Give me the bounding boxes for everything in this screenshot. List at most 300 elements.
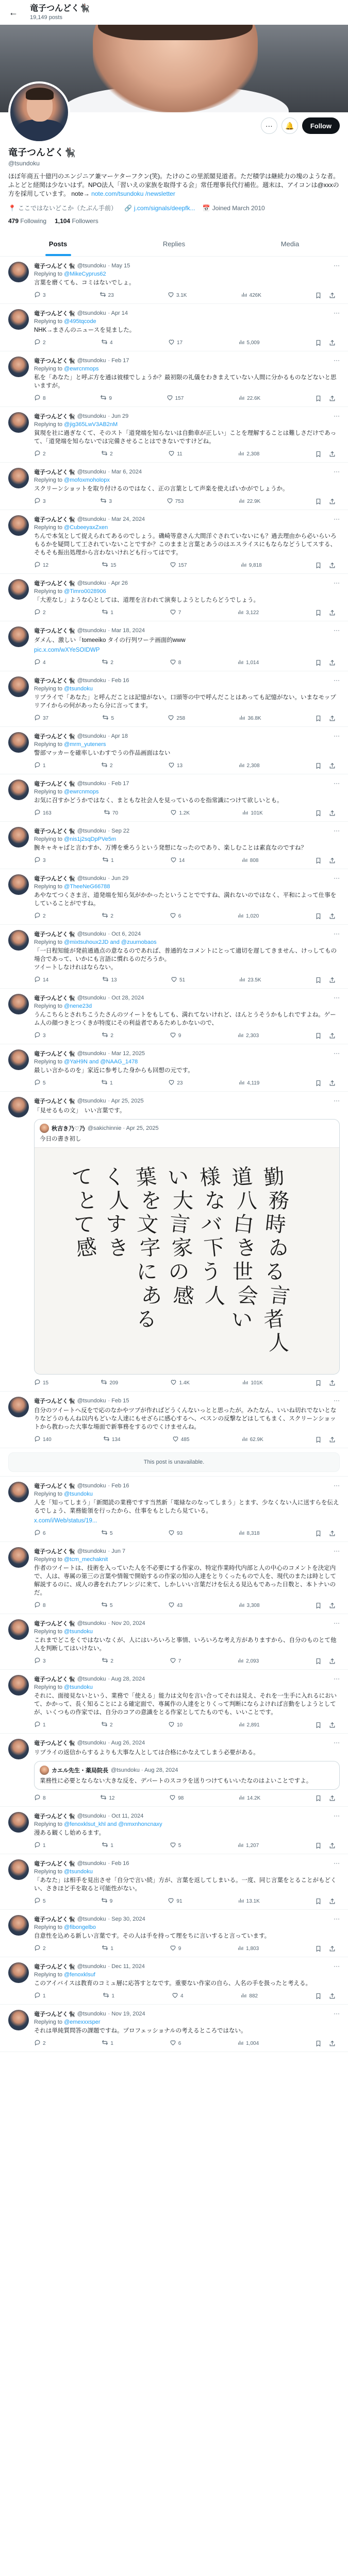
views-action[interactable] [237, 1657, 259, 1665]
reply-action[interactable] [34, 809, 52, 817]
share-icon[interactable] [329, 1944, 336, 1953]
tweet-more-icon[interactable]: ··· [334, 515, 340, 522]
repost-action[interactable] [102, 608, 113, 617]
share-icon[interactable] [329, 2039, 336, 2047]
tweet-more-icon[interactable]: ··· [334, 874, 340, 882]
views-action[interactable] [241, 291, 261, 299]
like-action[interactable] [170, 856, 185, 865]
views-action[interactable] [237, 608, 259, 617]
bookmark-icon[interactable] [315, 561, 322, 569]
tweet-more-icon[interactable]: ··· [334, 1962, 340, 1970]
views-action[interactable] [237, 658, 259, 667]
tweet-author-name[interactable]: 竜子つんどく🐈‍⬛ [34, 931, 75, 938]
website-text[interactable]: j.com/signals/deepfk... [134, 204, 195, 212]
tweet[interactable] [0, 822, 348, 869]
repost-action[interactable] [101, 1379, 118, 1387]
reply-mention[interactable]: @TheeNeG66788 [64, 884, 110, 890]
following-link[interactable] [8, 217, 46, 225]
tweet-date[interactable]: · Sep 30, 2024 [108, 1916, 145, 1922]
bookmark-icon[interactable] [315, 291, 322, 299]
share-icon[interactable] [329, 1379, 336, 1387]
bookmark-icon[interactable] [315, 714, 322, 722]
like-action[interactable] [170, 1379, 190, 1387]
tweet-avatar[interactable] [8, 1675, 29, 1696]
reply-mention[interactable]: @YaH9N and @NAAG_1478 [64, 1059, 138, 1065]
bookmark-icon[interactable] [315, 497, 322, 505]
repost-action[interactable] [102, 658, 113, 667]
tweet[interactable] [0, 1542, 348, 1614]
tweet-more-icon[interactable]: ··· [334, 1812, 340, 1819]
tweet-avatar[interactable] [8, 874, 29, 895]
views-action[interactable] [241, 1435, 263, 1444]
like-action[interactable] [170, 561, 187, 569]
bookmark-icon[interactable] [315, 1079, 322, 1087]
tweet-more-icon[interactable]: ··· [334, 930, 340, 937]
tweet-avatar[interactable] [8, 309, 29, 330]
tweet-author-name[interactable]: 竜子つんどく🐈‍⬛ [34, 1814, 75, 1820]
reply-mention[interactable]: @tsundoku [64, 686, 93, 692]
reply-action[interactable] [34, 1435, 52, 1444]
share-icon[interactable] [329, 608, 336, 617]
tweet[interactable] [0, 1044, 348, 1092]
views-action[interactable] [238, 1794, 260, 1802]
notification-bell-icon[interactable]: 🔔 [281, 117, 298, 134]
tweet-author-name[interactable]: 竜子つんどく🐈‍⬛ [34, 1398, 75, 1404]
tweet-date[interactable]: · Apr 25, 2025 [108, 1098, 144, 1104]
repost-action[interactable] [101, 338, 113, 347]
share-icon[interactable] [329, 1529, 336, 1537]
reply-mention[interactable]: @Timro0028906 [64, 588, 106, 595]
like-action[interactable] [170, 809, 190, 817]
bookmark-icon[interactable] [315, 1529, 322, 1537]
tweet-date[interactable]: · Apr 26 [108, 580, 128, 586]
views-action[interactable] [239, 714, 261, 722]
tweet[interactable] [0, 1392, 348, 1448]
views-action[interactable] [238, 1529, 260, 1537]
share-icon[interactable] [329, 394, 336, 402]
tweet[interactable] [0, 989, 348, 1044]
tweet-author-name[interactable]: 竜子つんどく🐈‍⬛ [34, 358, 75, 364]
tweet[interactable] [0, 727, 348, 774]
repost-action[interactable] [103, 1435, 121, 1444]
tweet-date[interactable]: · Jun 29 [108, 875, 129, 882]
back-arrow-icon[interactable]: ← [9, 7, 18, 18]
reply-mention[interactable]: @fenoxklsuf [64, 1972, 95, 1978]
tweet-more-icon[interactable]: ··· [334, 1619, 340, 1626]
share-icon[interactable] [329, 450, 336, 458]
share-icon[interactable] [329, 912, 336, 920]
tweet-avatar[interactable] [8, 1812, 29, 1833]
reply-action[interactable] [34, 1079, 46, 1087]
tweet-more-icon[interactable]: ··· [334, 468, 340, 475]
reply-action[interactable] [34, 658, 46, 667]
tweet-date[interactable]: · Nov 19, 2024 [108, 2011, 145, 2017]
bookmark-icon[interactable] [315, 912, 322, 920]
tweet-author-name[interactable]: 竜子つんどく🐈‍⬛ [34, 1483, 75, 1489]
repost-action[interactable] [102, 856, 114, 865]
tweet-author-name[interactable]: 竜子つんどく🐈‍⬛ [34, 1098, 75, 1105]
bookmark-icon[interactable] [315, 1379, 322, 1387]
share-icon[interactable] [329, 714, 336, 722]
tweet-date[interactable]: · Oct 11, 2024 [108, 1813, 144, 1819]
reply-action[interactable] [34, 1992, 46, 2000]
share-icon[interactable] [329, 658, 336, 667]
tweet-more-icon[interactable]: ··· [334, 1049, 340, 1057]
reply-action[interactable] [34, 856, 46, 865]
tweet[interactable] [0, 463, 348, 510]
reply-action[interactable] [34, 291, 46, 299]
tweet-author-name[interactable]: 竜子つんどく🐈‍⬛ [34, 1917, 75, 1923]
reply-action[interactable] [34, 497, 46, 505]
views-action[interactable] [240, 561, 262, 569]
tweet-more-icon[interactable]: ··· [334, 357, 340, 364]
tweet[interactable] [0, 1614, 348, 1670]
tweet-avatar[interactable] [8, 827, 29, 848]
repost-action[interactable] [101, 1529, 113, 1537]
like-action[interactable] [167, 497, 184, 505]
repost-action[interactable] [101, 1079, 113, 1087]
share-icon[interactable] [329, 809, 336, 817]
tweet-avatar[interactable] [8, 626, 29, 647]
tweet-avatar[interactable] [8, 930, 29, 951]
repost-action[interactable] [102, 1657, 113, 1665]
calligraphy-image[interactable] [35, 1147, 339, 1374]
repost-action[interactable] [100, 394, 112, 402]
tweet-author-name[interactable]: 竜子つんどく🐈‍⬛ [34, 414, 75, 420]
tweet-date[interactable]: · Feb 17 [108, 358, 129, 364]
share-icon[interactable] [329, 1657, 336, 1665]
tab-media[interactable]: Media [280, 240, 300, 248]
tweet-more-icon[interactable]: ··· [334, 309, 340, 316]
tweet[interactable] [0, 351, 348, 407]
share-icon[interactable] [329, 1435, 336, 1444]
bookmark-icon[interactable] [315, 1657, 322, 1665]
reply-action[interactable] [34, 394, 46, 402]
views-action[interactable] [238, 1897, 260, 1905]
tweet-avatar[interactable] [8, 515, 29, 536]
like-action[interactable] [168, 714, 185, 722]
reply-action[interactable] [34, 1721, 46, 1729]
tweet-date[interactable]: · Aug 26, 2024 [108, 1740, 145, 1746]
views-action[interactable] [240, 1992, 258, 2000]
like-action[interactable] [170, 1841, 181, 1850]
tweet-more-icon[interactable]: ··· [334, 1859, 340, 1867]
like-action[interactable] [168, 450, 182, 458]
reply-mention[interactable]: @mofoxmoholopx [64, 477, 110, 483]
repost-action[interactable] [102, 561, 116, 569]
tweet-avatar[interactable] [8, 1547, 29, 1568]
repost-action[interactable] [100, 291, 114, 299]
tweet-avatar[interactable] [8, 732, 29, 753]
tweet-avatar[interactable] [8, 1097, 29, 1117]
tweet-more-icon[interactable]: ··· [334, 1915, 340, 1922]
tweet-more-icon[interactable]: ··· [334, 676, 340, 684]
repost-action[interactable] [101, 1601, 113, 1609]
repost-action[interactable] [102, 2039, 113, 2047]
tweet-date[interactable]: · Feb 16 [108, 1483, 129, 1489]
reply-action[interactable] [34, 1897, 46, 1905]
tweet-author-name[interactable]: 竜子つんどく🐈‍⬛ [34, 1621, 75, 1627]
tweet-more-icon[interactable]: ··· [334, 1675, 340, 1682]
reply-action[interactable] [34, 1841, 46, 1850]
bio-link[interactable]: note.com/tsundoku [91, 190, 144, 197]
bookmark-icon[interactable] [315, 338, 322, 347]
tweet-avatar[interactable] [8, 262, 29, 282]
tweet-avatar[interactable] [8, 412, 29, 433]
views-action[interactable] [237, 1031, 259, 1040]
reply-action[interactable] [34, 338, 46, 347]
share-icon[interactable] [329, 338, 336, 347]
tweet-more-icon[interactable]: ··· [334, 1097, 340, 1104]
tweet-date[interactable]: · Sep 22 [108, 828, 130, 834]
reply-action[interactable] [34, 1794, 46, 1802]
tweet[interactable] [0, 574, 348, 621]
tweet-more-icon[interactable]: ··· [334, 732, 340, 739]
repost-action[interactable] [102, 1841, 113, 1850]
reply-action[interactable] [34, 1031, 46, 1040]
share-icon[interactable] [329, 856, 336, 865]
tweet[interactable] [0, 1670, 348, 1734]
views-action[interactable] [237, 1944, 259, 1953]
share-icon[interactable] [329, 1031, 336, 1040]
tweet-link[interactable]: pic.x.com/wXYeSOIDWP [34, 647, 100, 653]
tweet[interactable] [0, 925, 348, 989]
like-action[interactable] [170, 1031, 181, 1040]
repost-action[interactable] [104, 809, 118, 817]
like-action[interactable] [170, 2039, 181, 2047]
tweet-date[interactable]: · Dec 11, 2024 [108, 1963, 145, 1970]
like-action[interactable] [169, 1794, 184, 1802]
bookmark-icon[interactable] [315, 1721, 322, 1729]
like-action[interactable] [168, 1529, 183, 1537]
repost-action[interactable] [101, 450, 113, 458]
reply-mention[interactable]: @495tqcode [64, 318, 96, 325]
views-action[interactable] [237, 2039, 259, 2047]
tweet[interactable] [0, 774, 348, 822]
quoted-tweet[interactable] [34, 1761, 340, 1790]
like-action[interactable] [167, 394, 184, 402]
tweet-author-name[interactable]: 竜子つんどく🐈‍⬛ [34, 828, 75, 835]
like-action[interactable] [168, 1721, 183, 1729]
views-action[interactable] [238, 1079, 259, 1087]
reply-mention[interactable]: @mixtsuhoux2JD and @zuurnobaos [64, 939, 157, 945]
like-action[interactable] [172, 1992, 184, 2000]
tweet-more-icon[interactable]: ··· [334, 1397, 340, 1404]
tweet-author-name[interactable]: 竜子つんどく🐈‍⬛ [34, 734, 75, 740]
tweet-more-icon[interactable]: ··· [334, 2010, 340, 2017]
like-action[interactable] [170, 608, 181, 617]
website[interactable] [124, 204, 195, 212]
tweet-more-icon[interactable]: ··· [334, 779, 340, 787]
tweet-more-icon[interactable]: ··· [334, 994, 340, 1001]
tweet-avatar[interactable] [8, 1619, 29, 1640]
tweet-date[interactable]: · Jun 29 [108, 413, 129, 419]
reply-action[interactable] [34, 1944, 46, 1953]
views-action[interactable] [238, 1601, 260, 1609]
tweet-author-name[interactable]: 竜子つんどく🐈‍⬛ [34, 1964, 75, 1970]
tweet[interactable] [0, 2005, 348, 2052]
reply-mention[interactable]: @nis1j2sqDpPVe5m [64, 836, 117, 842]
tweet-more-icon[interactable]: ··· [334, 412, 340, 419]
bookmark-icon[interactable] [315, 1944, 322, 1953]
reply-mention[interactable]: @jig365LwV3AB2nM [64, 421, 118, 428]
tweet-more-icon[interactable]: ··· [334, 626, 340, 634]
views-action[interactable] [237, 912, 259, 920]
views-action[interactable] [242, 1379, 262, 1387]
tweet-author-name[interactable]: 竜子つんどく🐈‍⬛ [34, 469, 75, 476]
quoted-tweet[interactable] [34, 1119, 340, 1375]
reply-mention[interactable]: @mrm_yuteners [64, 741, 106, 748]
tweet-author-name[interactable]: 竜子つんどく🐈‍⬛ [34, 628, 75, 634]
reply-mention[interactable]: @emexxxsper [64, 2019, 101, 2025]
tweet-avatar[interactable] [8, 1049, 29, 1070]
bio-link-2[interactable]: /newsletter [145, 190, 175, 197]
bookmark-icon[interactable] [315, 761, 322, 770]
bookmark-icon[interactable] [315, 2039, 322, 2047]
views-action[interactable] [238, 1721, 260, 1729]
tweet-date[interactable]: · Feb 17 [108, 781, 129, 787]
reply-action[interactable] [34, 912, 46, 920]
share-icon[interactable] [329, 1992, 336, 2000]
reply-mention[interactable]: @nene23d [64, 1003, 92, 1009]
like-action[interactable] [170, 1657, 181, 1665]
reply-mention[interactable]: @tsundoku [64, 1684, 93, 1690]
tweet-author-name[interactable]: 竜子つんどく🐈‍⬛ [34, 995, 75, 1002]
bookmark-icon[interactable] [315, 856, 322, 865]
bookmark-icon[interactable] [315, 1841, 322, 1850]
reply-action[interactable] [34, 1379, 48, 1387]
tweet-author-name[interactable]: 竜子つんどく🐈‍⬛ [34, 1051, 75, 1057]
like-action[interactable] [171, 976, 185, 984]
repost-action[interactable] [102, 912, 113, 920]
tweet-date[interactable]: · Jun 7 [108, 1548, 126, 1554]
tweet-author-name[interactable]: 竜子つんどく🐈‍⬛ [34, 311, 75, 317]
tweet-avatar[interactable] [8, 1859, 29, 1880]
bookmark-icon[interactable] [315, 608, 322, 617]
reply-action[interactable] [34, 608, 46, 617]
views-action[interactable] [238, 450, 259, 458]
tweet-author-name[interactable]: 竜子つんどく🐈‍⬛ [34, 2011, 75, 2018]
tweet-date[interactable]: · Nov 20, 2024 [108, 1620, 145, 1626]
share-icon[interactable] [329, 291, 336, 299]
repost-action[interactable] [101, 1897, 113, 1905]
tab-replies[interactable]: Replies [162, 240, 186, 248]
reply-mention[interactable]: @ewrcnmops [64, 366, 99, 372]
tweet-avatar[interactable] [8, 468, 29, 488]
tweet-avatar[interactable] [8, 676, 29, 697]
bookmark-icon[interactable] [315, 1031, 322, 1040]
tweet-link[interactable]: x.com/i/Web/status/19... [34, 1518, 97, 1524]
views-action[interactable] [238, 497, 260, 505]
tweet[interactable] [0, 407, 348, 463]
reply-action[interactable] [34, 1529, 46, 1537]
tweet-more-icon[interactable]: ··· [334, 1482, 340, 1489]
reply-mention[interactable]: @fenoxklsut_khl and @nmxnhoncnaxy [64, 1821, 162, 1827]
reply-action[interactable] [34, 976, 48, 984]
tweet-author-name[interactable]: 竜子つんどく🐈‍⬛ [34, 517, 75, 523]
tab-posts[interactable]: Posts [0, 232, 116, 256]
tweet[interactable] [0, 1477, 348, 1542]
bookmark-icon[interactable] [315, 1435, 322, 1444]
tweet-date[interactable]: · Mar 12, 2025 [108, 1050, 145, 1057]
tweet-date[interactable]: · Oct 6, 2024 [108, 931, 141, 937]
tweet-author-name[interactable]: 竜子つんどく🐈‍⬛ [34, 1549, 75, 1555]
reply-action[interactable] [34, 761, 46, 770]
bookmark-icon[interactable] [315, 1992, 322, 2000]
like-action[interactable] [170, 658, 181, 667]
repost-action[interactable] [101, 1721, 113, 1729]
tweet-more-icon[interactable]: ··· [334, 579, 340, 586]
share-icon[interactable] [329, 1079, 336, 1087]
tweet-date[interactable]: · May 15 [108, 263, 130, 269]
tweet-date[interactable]: · Mar 6, 2024 [108, 469, 142, 475]
bookmark-icon[interactable] [315, 658, 322, 667]
tweet-date[interactable]: · Feb 16 [108, 1860, 129, 1867]
tweet[interactable] [0, 1092, 348, 1392]
repost-action[interactable] [102, 714, 114, 722]
repost-action[interactable] [102, 1031, 113, 1040]
bookmark-icon[interactable] [315, 394, 322, 402]
tweet[interactable] [0, 671, 348, 727]
like-action[interactable] [168, 1601, 183, 1609]
like-action[interactable] [172, 1435, 190, 1444]
bookmark-icon[interactable] [315, 1794, 322, 1802]
views-action[interactable] [242, 809, 262, 817]
tweet[interactable] [0, 1807, 348, 1854]
views-action[interactable] [239, 976, 261, 984]
tweet[interactable] [0, 869, 348, 925]
like-action[interactable] [170, 1944, 181, 1953]
tweet[interactable] [0, 510, 348, 574]
reply-mention[interactable]: @fibongelbo [64, 1924, 96, 1930]
reply-mention[interactable]: @tsundoku [64, 1869, 93, 1875]
bookmark-icon[interactable] [315, 1601, 322, 1609]
bookmark-icon[interactable] [315, 1897, 322, 1905]
reply-mention[interactable]: @tsundoku [64, 1629, 93, 1635]
tweet-avatar[interactable] [8, 579, 29, 600]
tweet-date[interactable]: · Apr 18 [108, 733, 128, 739]
repost-action[interactable] [101, 761, 113, 770]
reply-mention[interactable]: @CubeeyaxZxen [64, 524, 108, 531]
tweet-author-name[interactable]: 竜子つんどく🐈‍⬛ [34, 1740, 75, 1747]
like-action[interactable] [168, 1079, 183, 1087]
repost-action[interactable] [103, 1992, 114, 2000]
tweet-author-name[interactable]: 竜子つんどく🐈‍⬛ [34, 581, 75, 587]
reply-action[interactable] [34, 714, 48, 722]
share-icon[interactable] [329, 497, 336, 505]
tweet-more-icon[interactable]: ··· [334, 1547, 340, 1554]
share-icon[interactable] [329, 1841, 336, 1850]
tweet-avatar[interactable] [8, 779, 29, 800]
tweet-date[interactable]: · Feb 15 [108, 1398, 129, 1404]
reply-action[interactable] [34, 1657, 46, 1665]
reply-mention[interactable]: @tsundoku [64, 1491, 93, 1497]
tweet-date[interactable]: · Mar 24, 2024 [108, 516, 145, 522]
views-action[interactable] [238, 394, 260, 402]
reply-action[interactable] [34, 561, 48, 569]
repost-action[interactable] [102, 976, 117, 984]
tweet-date[interactable]: · Oct 28, 2024 [108, 995, 144, 1001]
tweet-avatar[interactable] [8, 994, 29, 1014]
tweet-more-icon[interactable]: ··· [334, 827, 340, 834]
share-icon[interactable] [329, 1794, 336, 1802]
tweet-avatar[interactable] [8, 1739, 29, 1759]
like-action[interactable] [168, 1897, 182, 1905]
tweet-avatar[interactable] [8, 2010, 29, 2030]
like-action[interactable] [168, 291, 187, 299]
reply-action[interactable] [34, 1601, 46, 1609]
followers-link[interactable] [55, 217, 98, 225]
